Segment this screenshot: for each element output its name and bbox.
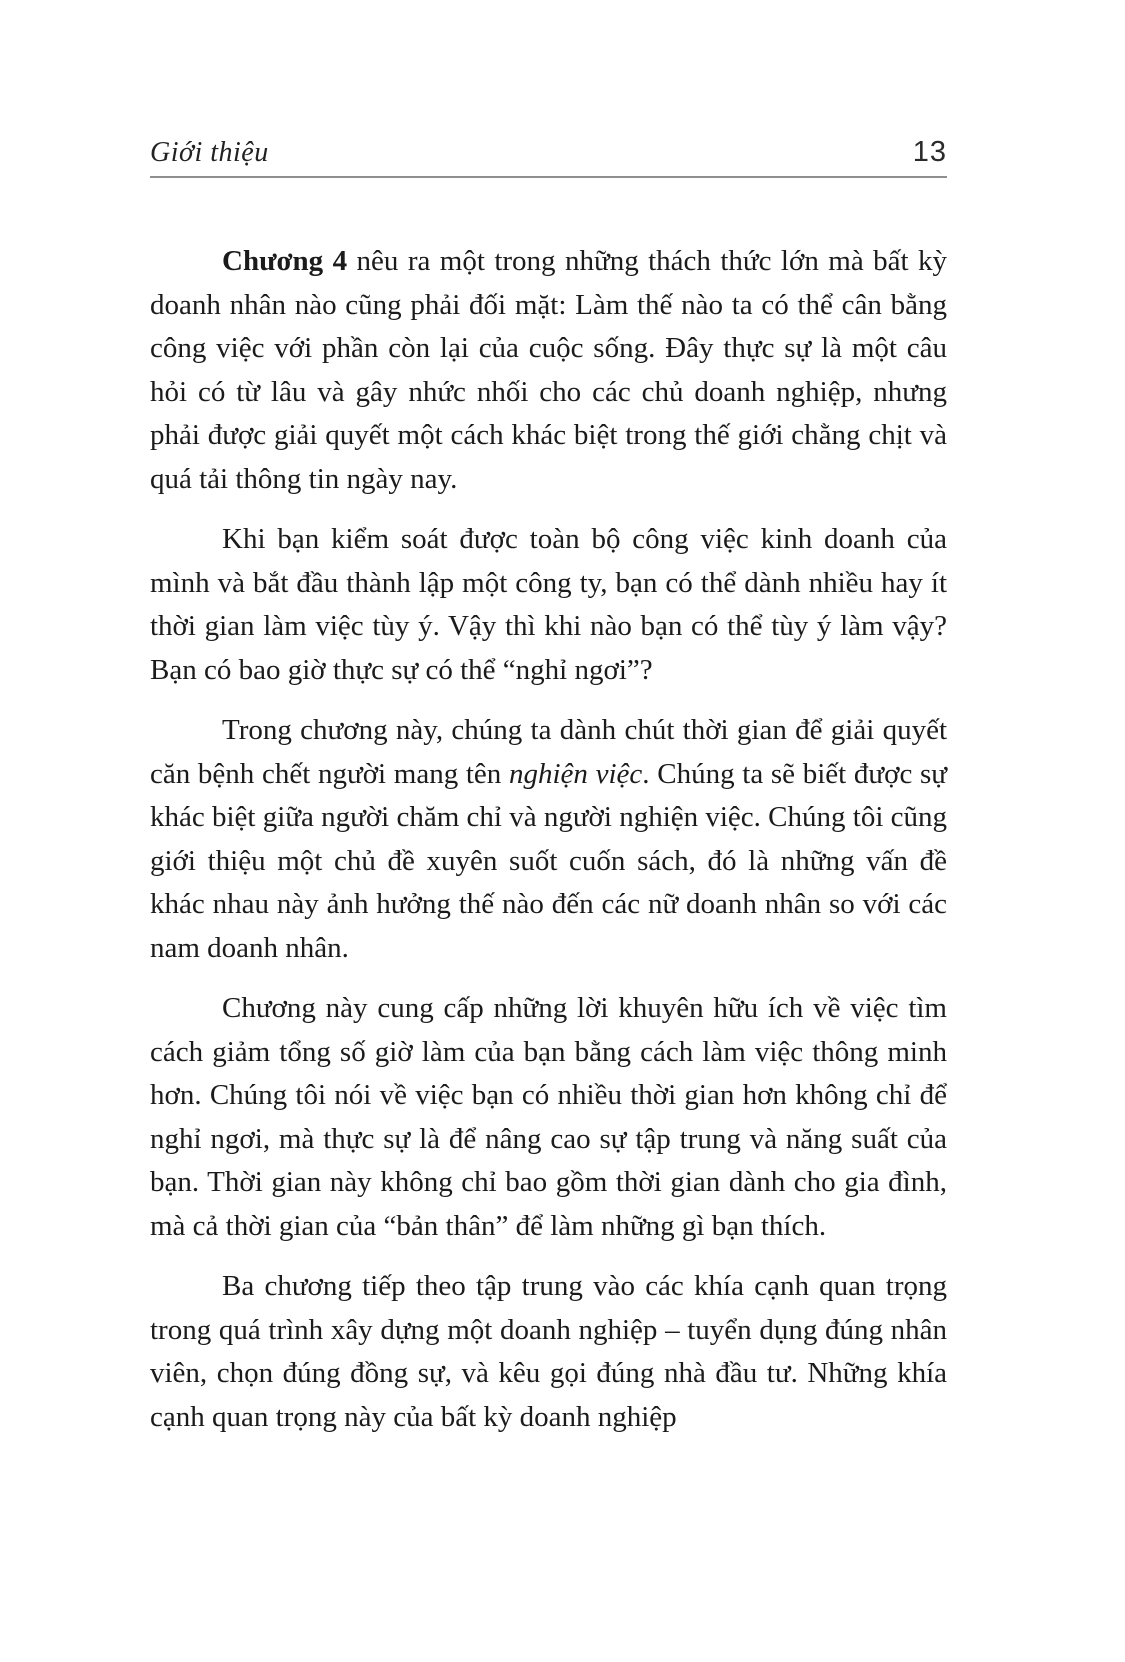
paragraph-3-text-end: . Chúng ta sẽ biết được sự khác biệt giữa người chăm chỉ và người nghiện việc. Chúng tôi cũng giới thiệu một chủ đề xuyên suốt cuốn sách, đó là những vấn đề khác nhau này ảnh hưởng thế nào đến các nữ doanh nhân so với các nam doanh nhân. xyxy=(150,757,948,964)
page-header xyxy=(150,136,947,178)
paragraph-4 xyxy=(150,987,947,1248)
paragraph-5 xyxy=(150,1265,947,1439)
chapter-reference-bold: Chương 4 xyxy=(222,245,348,277)
paragraph-1-text: nêu ra một trong những thách thức lớn mà bất kỳ doanh nhân nào cũng phải đối mặt: Làm thế nào ta có thể cân bằng công việc với phần còn lại của cuộc sống. Đây thực sự là một câu hỏi có từ lâu và gây nhức nhối cho các chủ doanh nghiệp, nhưng phải được giải quyết một cách khác biệt trong thế giới chằng chịt và quá tải thông tin ngày nay. xyxy=(150,245,947,495)
paragraph-3 xyxy=(150,709,947,970)
workaholism-term-italic: nghiện việc xyxy=(509,757,643,790)
paragraph-1 xyxy=(150,240,947,501)
running-title: Giới thiệu xyxy=(150,137,269,168)
paragraph-3-text-start: Trong chương này, chúng ta dành chút thời gian để giải quyết căn bệnh chết người mang tên xyxy=(150,714,947,790)
page-body xyxy=(150,240,947,1456)
paragraph-2 xyxy=(150,518,947,692)
paragraph-5-text: Ba chương tiếp theo tập trung vào các khía cạnh quan trọng trong quá trình xây dựng một doanh nghiệp – tuyển dụng đúng nhân viên, chọn đúng đồng sự, và kêu gọi đúng nhà đầu tư. Những khía cạnh quan trọng này của bất kỳ doanh nghiệp xyxy=(150,1270,947,1433)
page-number: 13 xyxy=(912,136,947,168)
paragraph-2-text: Khi bạn kiểm soát được toàn bộ công việc kinh doanh của mình và bắt đầu thành lập một công ty, bạn có thể dành nhiều hay ít thời gian làm việc tùy ý. Vậy thì khi nào bạn có thể tùy ý làm vậy? Bạn có bao giờ thực sự có thể “nghỉ ngơi”? xyxy=(150,523,947,686)
paragraph-4-text: Chương này cung cấp những lời khuyên hữu ích về việc tìm cách giảm tổng số giờ làm của bạn bằng cách làm việc thông minh hơn. Chúng tôi nói về việc bạn có nhiều thời gian hơn không chỉ để nghỉ ngơi, mà thực sự là để nâng cao sự tập trung và năng suất của bạn. Thời gian này không chỉ bao gồm thời gian dành cho gia đình, mà cả thời gian của “bản thân” để làm những gì bạn thích. xyxy=(150,992,947,1242)
